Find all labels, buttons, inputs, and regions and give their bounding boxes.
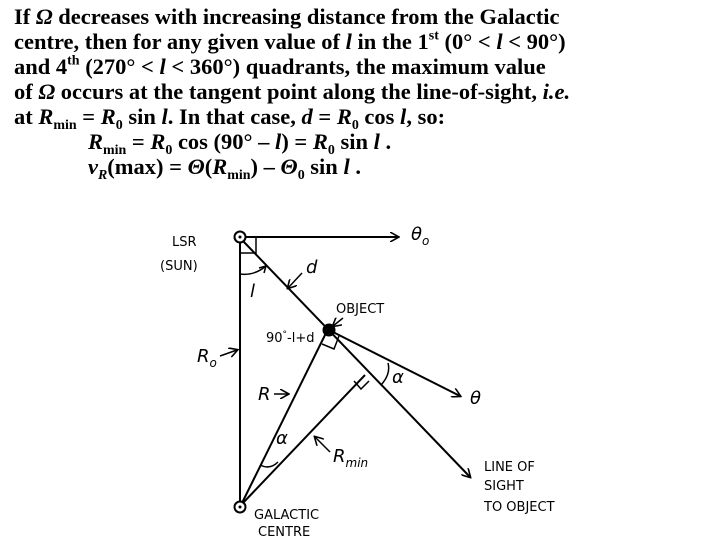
alpha-top-arc: [381, 363, 389, 385]
theta0-symbol: θ: [411, 224, 423, 245]
subscript: min: [53, 117, 77, 133]
alpha-bottom-label: α: [276, 428, 288, 449]
rmin-pointer: [315, 437, 330, 452]
lsr-label: LSR: [172, 235, 197, 250]
l-label: l: [250, 281, 256, 302]
text-span: and 4: [14, 54, 68, 79]
var-d: d: [301, 104, 313, 129]
subscript: 0: [327, 142, 335, 158]
text-span: (0° <: [438, 29, 497, 54]
text-span: in the 1: [351, 29, 429, 54]
text-span: cos (90° –: [172, 129, 276, 154]
centre-label: CENTRE: [258, 525, 311, 540]
text-span: sin: [304, 154, 344, 179]
var-R: R: [212, 154, 228, 179]
r0-label: [197, 346, 217, 370]
r-label: R: [258, 384, 271, 405]
subscript: min: [103, 142, 127, 158]
text-span: at: [14, 104, 39, 129]
r0-subscript: o: [209, 356, 217, 370]
lsr-marker-dot: [239, 236, 242, 239]
subscript: 0: [297, 167, 305, 183]
galactic-centre-marker-dot: [239, 506, 242, 509]
subscript: min: [227, 167, 251, 183]
omega-symbol: Ω: [35, 4, 53, 29]
text-span: < 90°): [502, 29, 566, 54]
text-span: =: [76, 104, 101, 129]
rmin-letter: R: [333, 446, 346, 467]
text-span: ) –: [250, 154, 281, 179]
var-l: l: [159, 54, 166, 79]
omega-symbol: Ω: [38, 79, 56, 104]
var-l: l: [161, 104, 168, 129]
var-R: R: [100, 104, 116, 129]
subscript: 0: [165, 142, 173, 158]
object-label: OBJECT: [336, 302, 385, 317]
theta-label: θ: [470, 388, 482, 409]
sun-label: (SUN): [160, 259, 198, 274]
theta0-subscript: o: [422, 234, 430, 248]
superscript: th: [67, 53, 80, 69]
galactic-label: GALACTIC: [254, 508, 320, 523]
var-l: l: [400, 104, 407, 129]
var-v: v: [88, 154, 98, 179]
text-span: , so:: [406, 104, 446, 129]
text-span: ) =: [281, 129, 313, 154]
minus-l-plus-d-text: -l+d: [287, 331, 315, 346]
rmin-subscript: min: [345, 456, 369, 470]
alpha-top-label: α: [392, 367, 404, 388]
ninety-minus-l-plus-d-label: [266, 330, 315, 346]
theta0-label: [411, 224, 429, 248]
r0-letter: R: [197, 346, 210, 367]
text-span: cos: [358, 104, 401, 129]
text-span: (: [204, 154, 213, 179]
text-span: (270° <: [79, 54, 160, 79]
var-R: R: [336, 104, 352, 129]
object-pointer: [333, 318, 343, 326]
line-of-sight-label-1: LINE OF: [484, 460, 535, 475]
var-R: R: [150, 129, 166, 154]
line-of-sight-label-2: SIGHT: [484, 479, 524, 494]
var-R: R: [312, 129, 328, 154]
rmin-label: [333, 446, 368, 470]
text-span: sin: [334, 129, 374, 154]
text-span: sin: [122, 104, 162, 129]
text-span: (max) =: [107, 154, 188, 179]
text-span: of: [14, 79, 39, 104]
text-span: . In that case,: [167, 104, 302, 129]
text-span: occurs at the tangent point along the line-of-sight,: [55, 79, 543, 104]
text-span: If: [14, 4, 36, 29]
var-l: l: [275, 129, 282, 154]
var-l: l: [345, 29, 352, 54]
text-span: =: [126, 129, 151, 154]
line-of-sight-label-3: TO OBJECT: [484, 500, 555, 515]
ie-abbrev: i.e.: [542, 79, 571, 104]
text-span: =: [312, 104, 337, 129]
var-l: l: [343, 154, 350, 179]
text-span: < 360°) quadrants, the maximum value: [165, 54, 546, 79]
var-R: R: [38, 104, 54, 129]
degree-mark: °: [282, 330, 288, 340]
var-R: R: [88, 129, 104, 154]
text-span: centre, then for any given value of: [14, 29, 346, 54]
subscript: 0: [351, 117, 359, 133]
d-label: d: [306, 257, 318, 278]
var-l: l: [373, 129, 380, 154]
subscript: 0: [115, 117, 123, 133]
ninety-text: 90: [266, 331, 283, 346]
subscript: R: [98, 167, 108, 183]
var-l: l: [496, 29, 503, 54]
theta-symbol: Θ: [280, 154, 298, 179]
theta-symbol: Θ: [187, 154, 205, 179]
d-pointer: [288, 273, 302, 288]
superscript: st: [428, 28, 439, 44]
r0-pointer: [220, 350, 237, 356]
text-span: .: [349, 154, 361, 179]
r-line: [242, 331, 327, 503]
text-span: decreases with increasing distance from the Galactic: [52, 4, 560, 29]
text-span: .: [379, 129, 392, 154]
